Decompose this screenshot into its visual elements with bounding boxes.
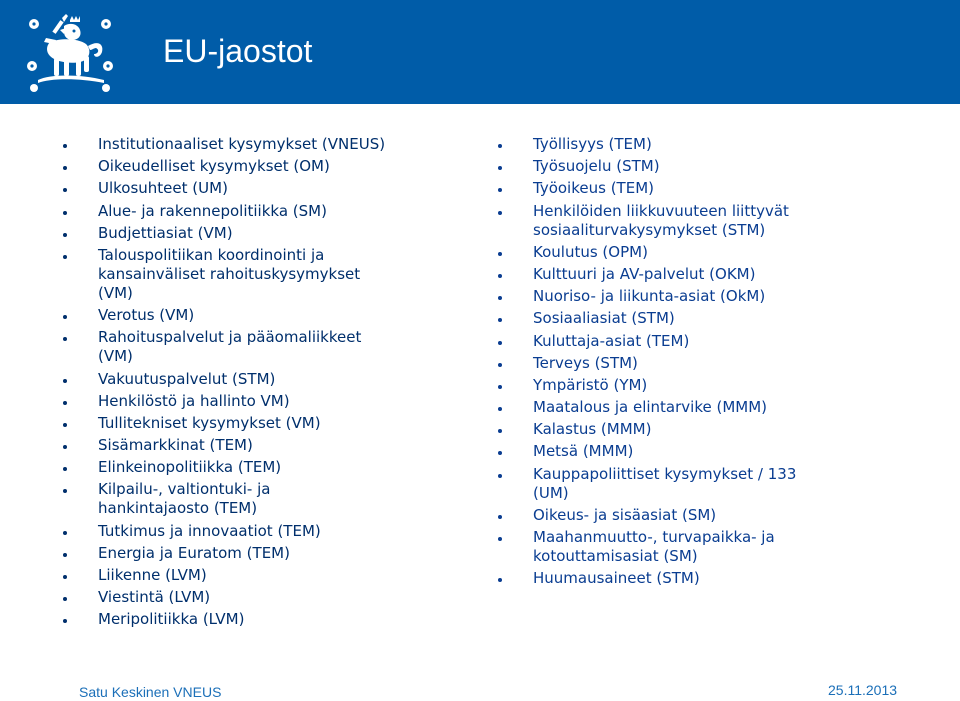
header-bar: [0, 0, 960, 104]
list-item: Koulutus (OPM): [497, 243, 937, 262]
list-item: Elinkeinopolitiikka (TEM): [62, 458, 467, 477]
finnish-government-lion-logo-icon: [20, 10, 120, 94]
list-item: Kauppapoliittiset kysymykset / 133 (UM): [497, 465, 937, 503]
list-item: Ulkosuhteet (UM): [62, 179, 467, 198]
list-item: Kulttuuri ja AV-palvelut (OKM): [497, 265, 937, 284]
list-item: Budjettiasiat (VM): [62, 224, 467, 243]
list-item: Työllisyys (TEM): [497, 135, 937, 154]
list-item: Sisämarkkinat (TEM): [62, 436, 467, 455]
list-item: Kilpailu-, valtiontuki- ja hankintajaosto (TEM): [62, 480, 467, 518]
list-item: Henkilöiden liikkuvuuteen liittyvät sosiaaliturvakysymykset (STM): [497, 202, 937, 240]
list-item: Oikeudelliset kysymykset (OM): [62, 157, 467, 176]
list-item: Alue- ja rakennepolitiikka (SM): [62, 202, 467, 221]
list-item: Energia ja Euratom (TEM): [62, 544, 467, 563]
list-item: Henkilöstö ja hallinto VM): [62, 392, 467, 411]
list-item: Työsuojelu (STM): [497, 157, 937, 176]
list-item: Maahanmuutto-, turvapaikka- ja kotouttamisasiat (SM): [497, 528, 937, 566]
right-committee-list: [497, 135, 937, 591]
list-item: Rahoituspalvelut ja pääomaliikkeet (VM): [62, 328, 467, 366]
list-item: Kuluttaja-asiat (TEM): [497, 332, 937, 351]
list-item: Kalastus (MMM): [497, 420, 937, 439]
list-item: Vakuutuspalvelut (STM): [62, 370, 467, 389]
list-item: Huumausaineet (STM): [497, 569, 937, 588]
list-item: Liikenne (LVM): [62, 566, 467, 585]
list-item: Meripolitiikka (LVM): [62, 610, 467, 629]
footer-author: Satu Keskinen VNEUS: [79, 684, 222, 700]
list-item: Tullitekniset kysymykset (VM): [62, 414, 467, 433]
list-item: Maatalous ja elintarvike (MMM): [497, 398, 937, 417]
list-item: Terveys (STM): [497, 354, 937, 373]
list-item: Verotus (VM): [62, 306, 467, 325]
page-title: EU-jaostot: [163, 33, 313, 69]
list-item: Tutkimus ja innovaatiot (TEM): [62, 522, 467, 541]
list-item: Metsä (MMM): [497, 442, 937, 461]
footer-date: 25.11.2013: [828, 682, 898, 698]
list-item: Työoikeus (TEM): [497, 179, 937, 198]
list-item: Sosiaaliasiat (STM): [497, 309, 937, 328]
list-item: Nuoriso- ja liikunta-asiat (OkM): [497, 287, 937, 306]
list-item: Institutionaaliset kysymykset (VNEUS): [62, 135, 467, 154]
list-item: Ympäristö (YM): [497, 376, 937, 395]
list-item: Viestintä (LVM): [62, 588, 467, 607]
list-item: Talouspolitiikan koordinointi ja kansainväliset rahoituskysymykset (VM): [62, 246, 467, 303]
list-item: Oikeus- ja sisäasiat (SM): [497, 506, 937, 525]
left-committee-list: [62, 135, 467, 633]
